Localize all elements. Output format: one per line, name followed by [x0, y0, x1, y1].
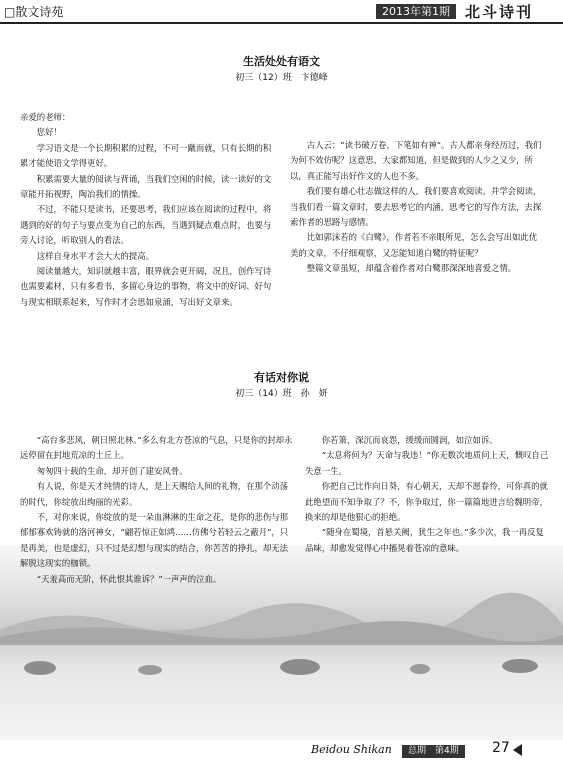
paragraph: 您好！ — [36, 127, 62, 138]
paragraph: 比如郭沫若的《白鹭》，作者若不亲眼所见，怎么会写出如此优美的文章，不仔细观察，又怎能知道白鹭的特征呢？ — [290, 232, 538, 258]
article2-left-column — [20, 433, 295, 587]
arrow-left-icon — [513, 744, 522, 756]
paragraph: 不过，不能只是读书，还要思考，我们应该在阅读的过程中，将遇到的好的句子与要点变为自己的东西，当遇到疑点难点时，也要与旁人讨论，听取别人的看法。 — [20, 204, 272, 246]
article1-title: 生活处处有语文 — [243, 55, 320, 68]
footer-issue-badge: 总期 第4期 — [402, 745, 465, 758]
paragraph: 学习语文是一个长期积累的过程，不可一蹴而就，只有长期的积累才能使语文学得更好。 — [20, 142, 272, 169]
article1-left-column — [20, 110, 275, 310]
article1-right-column — [290, 138, 545, 277]
paragraph: “天羞高而无阶，怀此恨其谁诉？”一声声的泣血。 — [36, 573, 222, 584]
paragraph: 阅读量越大，知识就越丰富，眼界就会更开阔，况且，创作写诗也需要素材，只有多看书，多留心身边的事物，将文中的好词、好句与现实相联系起来，写作时才会思如泉涌，写出好文章来。 — [20, 266, 272, 307]
paragraph: “随身在蜀境，首悬关阙，犹生之年也。”多少次，我一再反复品味，却愈发觉得心中搐晃着苍凉的意味。 — [305, 527, 544, 553]
paragraph: “高台多悲风，朝日照北林。”多么有北方苍凉的气息，只是你的封却永远停留在封地荒凉的土丘上。 — [20, 435, 293, 461]
paragraph: 匆匆四十载的生命，却开创了建安风骨。 — [36, 465, 188, 476]
article2-title: 有话对你说 — [254, 371, 309, 384]
page-header — [0, 0, 563, 24]
hills-graphic — [0, 585, 563, 645]
paragraph: 古人云：“读书破万卷，下笔如有神”。古人都亲身经历过，我们为何不效仿呢？这意思，大家都知道，但是做到的人少之又少，所以，真正能写出好作文的人也不多。 — [290, 140, 542, 181]
paragraph: 你把自己比作向日葵，有心朝天，天却不愿眷怜，可你真的就此绝望而不知争取了？不，你争取过，你一篇篇地进言给魏明帝，换来的却是他狠心的拒绝。 — [305, 481, 548, 523]
paragraph: 这样自身水平才会大大的提高。 — [36, 250, 155, 261]
paragraph: 积累需要大量的阅读与背诵，当我们空闲的时候，读一读好的文章能开拓视野，陶冶我们的情操。 — [20, 173, 272, 200]
paragraph: 亲爱的老师： — [20, 112, 71, 122]
trees-graphic — [0, 650, 563, 680]
paragraph: 有人说，你是天才纯情的诗人，是上天赐给人间的礼物，在那个动荡的时代，你绽放出绚丽的光彩。 — [20, 481, 289, 507]
section-label: □散文诗苑 — [4, 5, 64, 19]
paragraph: 你若箫，深沉而哀怨，缓缓而圆润，如泣如诉。 — [321, 435, 498, 445]
magazine-logo: 北斗诗刊 — [465, 3, 534, 21]
page-number: 27 — [492, 740, 510, 756]
article2-right-column — [305, 433, 550, 556]
paragraph: 整篇文章虽短，却蕴含着作者对白鹭那深深地喜爱之情。 — [306, 263, 517, 274]
paragraph: 我们要有雄心壮志做这样的人，我们要喜欢阅读，并学会阅读，当我们看一篇文章时，要去思考它的内涵，思考它的写作方法，去探索作者的思路与感情。 — [290, 186, 542, 228]
paragraph: “太息将何为？天命与我违！”你无数次地质问上天，慨叹自己失意一生。 — [305, 450, 549, 476]
issue-badge: 2013年第1期 — [376, 4, 456, 19]
footer-magazine-name: Beidou Shikan — [311, 743, 392, 756]
article2-author: 初三（14）班 孙 妍 — [235, 389, 328, 399]
paragraph: 不，对你来说，你绽放的是一朵血淋淋的生命之花，是你的悲伤与那郁郁寡欢铸就的洛河神女，“翩若惊正如鸿……仿佛兮若轻云之蔽月”，只是再美，也是虚幻，只不过是幻想与现实的结合，你苦苦的挣扎，却无法解脱这现实的枷锁。 — [20, 512, 289, 569]
article1-author: 初三（12）班 卞德峰 — [235, 73, 328, 83]
